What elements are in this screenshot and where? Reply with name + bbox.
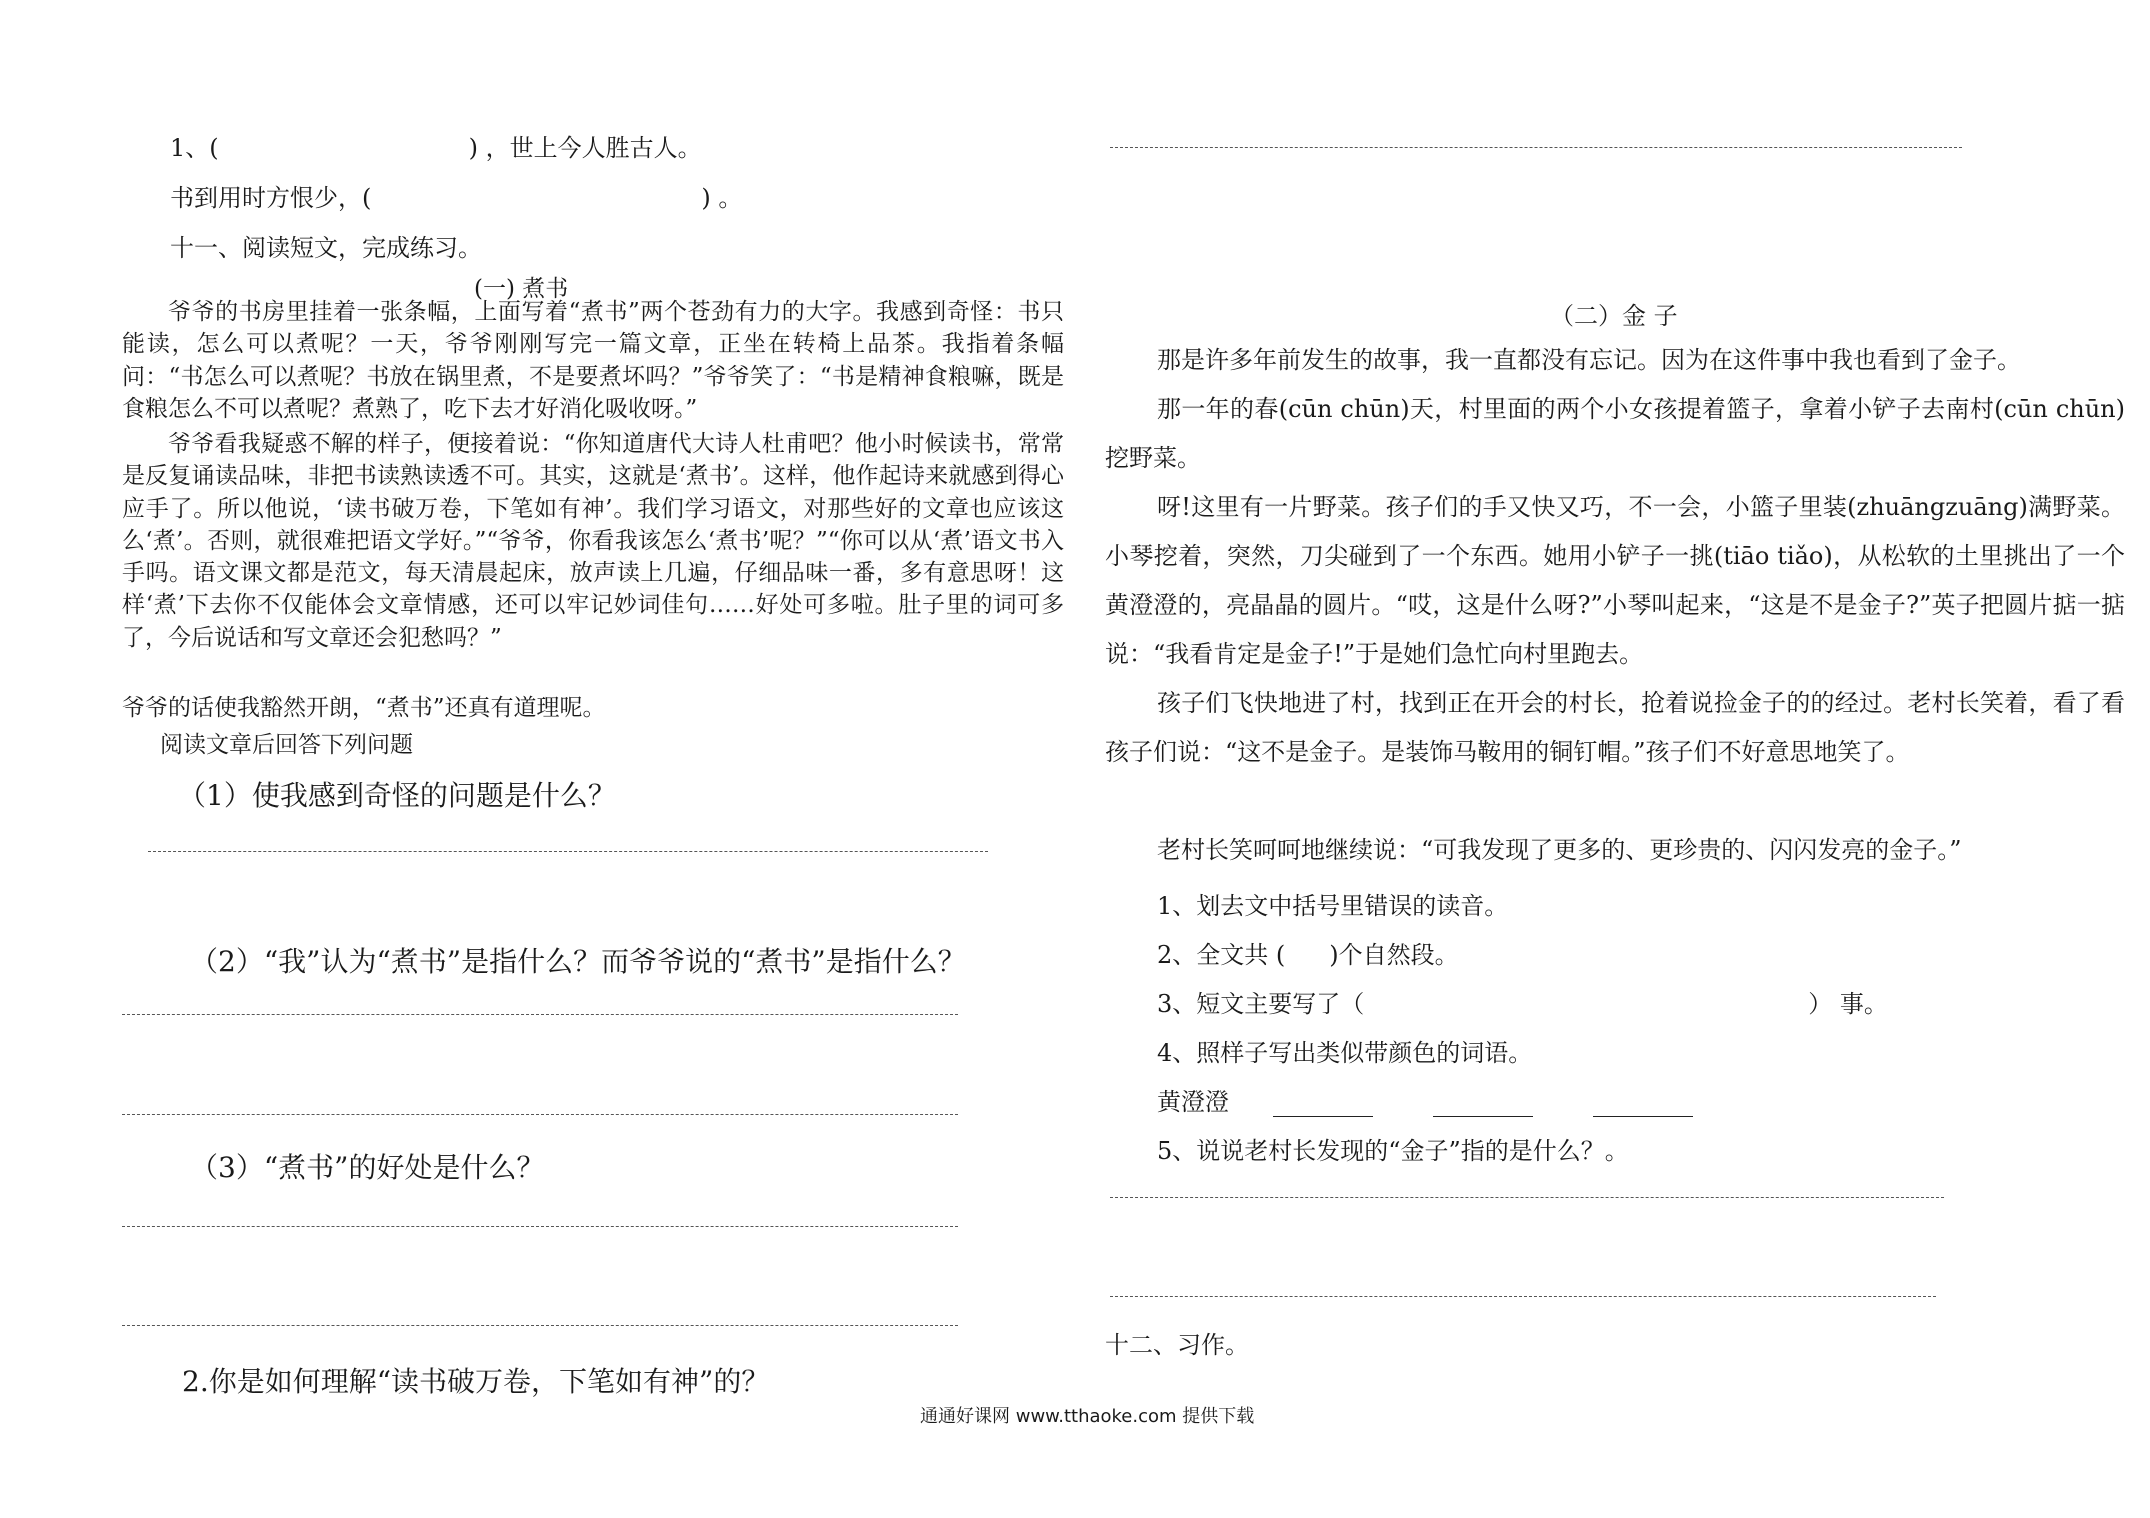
color-word-example: 黄澄澄 <box>1157 1088 1229 1116</box>
color-word-blank[interactable] <box>1273 1096 1373 1117</box>
question-1: （1）使我感到奇怪的问题是什么？ <box>178 779 616 812</box>
poem-fill-line-1 <box>170 128 702 163</box>
question-3-suffix: ） 事。 <box>1808 990 1888 1018</box>
answer-line[interactable] <box>122 1226 958 1227</box>
poem-fill-2-prefix: 书到用时方恨少，( <box>170 184 372 212</box>
story2-question-1: 1、划去文中括号里错误的读音。 <box>1157 892 1509 920</box>
story1-paragraph-2: 爷爷看我疑惑不解的样子，便接着说：“你知道唐代大诗人杜甫吧？他小时候读书，常常是反复诵读品味，非把书读熟读透不可。其实，这就是‘煮书’。这样，他作起诗来就感到得心应手了。所以他说，‘读书破万卷，下笔如有神’。我们学习语文，对那些好的文章也应该这么‘煮’。否则，就很难把语文学好。”“爷爷，你看我该怎么‘煮书’呢？”“你可以从‘煮’语文书入手吗。语文课文都是范文，每天清晨起床，放声读上几遍，仔细品味一番，多有意思呀！这样‘煮’下去你不仅能体会文章情感，还可以牢记妙词佳句……好处可多啦。肚子里的词可多了，今后说话和写文章还会犯愁吗？” <box>122 431 1064 651</box>
story2-paragraph-2: 那一年的春(cūn chūn)天，村里面的两个小女孩提着篮子，拿着小铲子去南村(cūn chūn)挖野菜。 <box>1105 395 2125 472</box>
story2-question-4: 4、照样子写出类似带颜色的词语。 <box>1157 1039 1533 1067</box>
story2-question-5: 5、说说老村长发现的“金子”指的是什么？。 <box>1157 1137 1629 1165</box>
story1-title: (一) 煮书 <box>474 276 569 302</box>
footer-source: 通通好课网 www.tthaoke.com 提供下载 <box>920 1406 1255 1427</box>
story2-paragraph-5: 老村长笑呵呵地继续说：“可我发现了更多的、更珍贵的、闪闪发亮的金子。” <box>1157 836 1962 864</box>
color-word-blank[interactable] <box>1433 1096 1533 1117</box>
color-word-blank[interactable] <box>1593 1096 1693 1117</box>
story1-paragraph-1: 爷爷的书房里挂着一张条幅，上面写着“煮书”两个苍劲有力的大字。我感到奇怪：书只能读，怎么可以煮呢？一天，爷爷刚刚写完一篇文章，正坐在转椅上品茶。我指着条幅问：“书怎么可以煮呢？书放在锅里煮，不是要煮坏吗？”爷爷笑了：“书是精神食粮嘛，既是食粮怎么不可以煮呢？煮熟了，吃下去才好消化吸收呀。” <box>122 299 1064 422</box>
poem-fill-2-suffix: ) 。 <box>701 184 743 212</box>
story2-question-3 <box>1157 984 1888 1019</box>
poem-fill-1-prefix: 1、( <box>170 134 219 162</box>
section-12-heading: 十二、习作。 <box>1105 1331 1249 1359</box>
story1-paragraph-3: 爷爷的话使我豁然开朗，“煮书”还真有道理呢。 <box>122 695 606 721</box>
question-2-suffix: )个自然段。 <box>1329 941 1459 969</box>
question-3-prefix: 3、短文主要写了（ <box>1157 990 1365 1018</box>
answer-line[interactable] <box>1110 1296 1936 1297</box>
color-word-row <box>1157 1082 1753 1117</box>
question-2-prefix: 2、全文共 ( <box>1157 941 1286 969</box>
answer-line[interactable] <box>1110 1197 1944 1198</box>
reading-prompt: 阅读文章后回答下列问题 <box>160 732 413 758</box>
story2-paragraph-3: 呀!这里有一片野菜。孩子们的手又快又巧，不一会，小篮子里装(zhuāngzuāng)满野菜。小琴挖着，突然，刀尖碰到了一个东西。她用小铲子一挑(tiāo tiǎo)，从松软的土里挑出了一个黄澄澄的，亮晶晶的圆片。“哎，这是什么呀?”小琴叫起来，“这是不是金子?”英子把圆片掂一掂说：“我看肯定是金子!”于是她们急忙向村里跑去。 <box>1105 493 2125 668</box>
story2-paragraph-1: 那是许多年前发生的故事，我一直都没有忘记。因为在这件事中我也看到了金子。 <box>1157 346 2021 374</box>
story2-title: （二）金 子 <box>1550 302 1678 330</box>
answer-line[interactable] <box>1110 147 1962 148</box>
answer-line[interactable] <box>122 1114 958 1115</box>
answer-line[interactable] <box>122 1325 958 1326</box>
story2-paragraph-4: 孩子们飞快地进了村，找到正在开会的村长，抢着说捡金子的的经过。老村长笑着，看了看孩子们说：“这不是金子。是装饰马鞍用的铜钉帽。”孩子们不好意思地笑了。 <box>1105 689 2125 766</box>
story2-question-2 <box>1157 935 1459 970</box>
answer-line[interactable] <box>122 1014 958 1015</box>
answer-line[interactable] <box>148 851 988 852</box>
question-understanding: 2.你是如何理解“读书破万卷，下笔如有神”的？ <box>182 1365 770 1398</box>
poem-fill-1-suffix: ) ，世上今人胜古人。 <box>468 134 702 162</box>
question-3: （3）“煮书”的好处是什么？ <box>190 1151 545 1184</box>
section-11-heading: 十一、阅读短文，完成练习。 <box>170 234 482 262</box>
question-2: （2）“我”认为“煮书”是指什么？而爷爷说的“煮书”是指什么？ <box>190 945 966 978</box>
poem-fill-line-2 <box>170 178 742 213</box>
